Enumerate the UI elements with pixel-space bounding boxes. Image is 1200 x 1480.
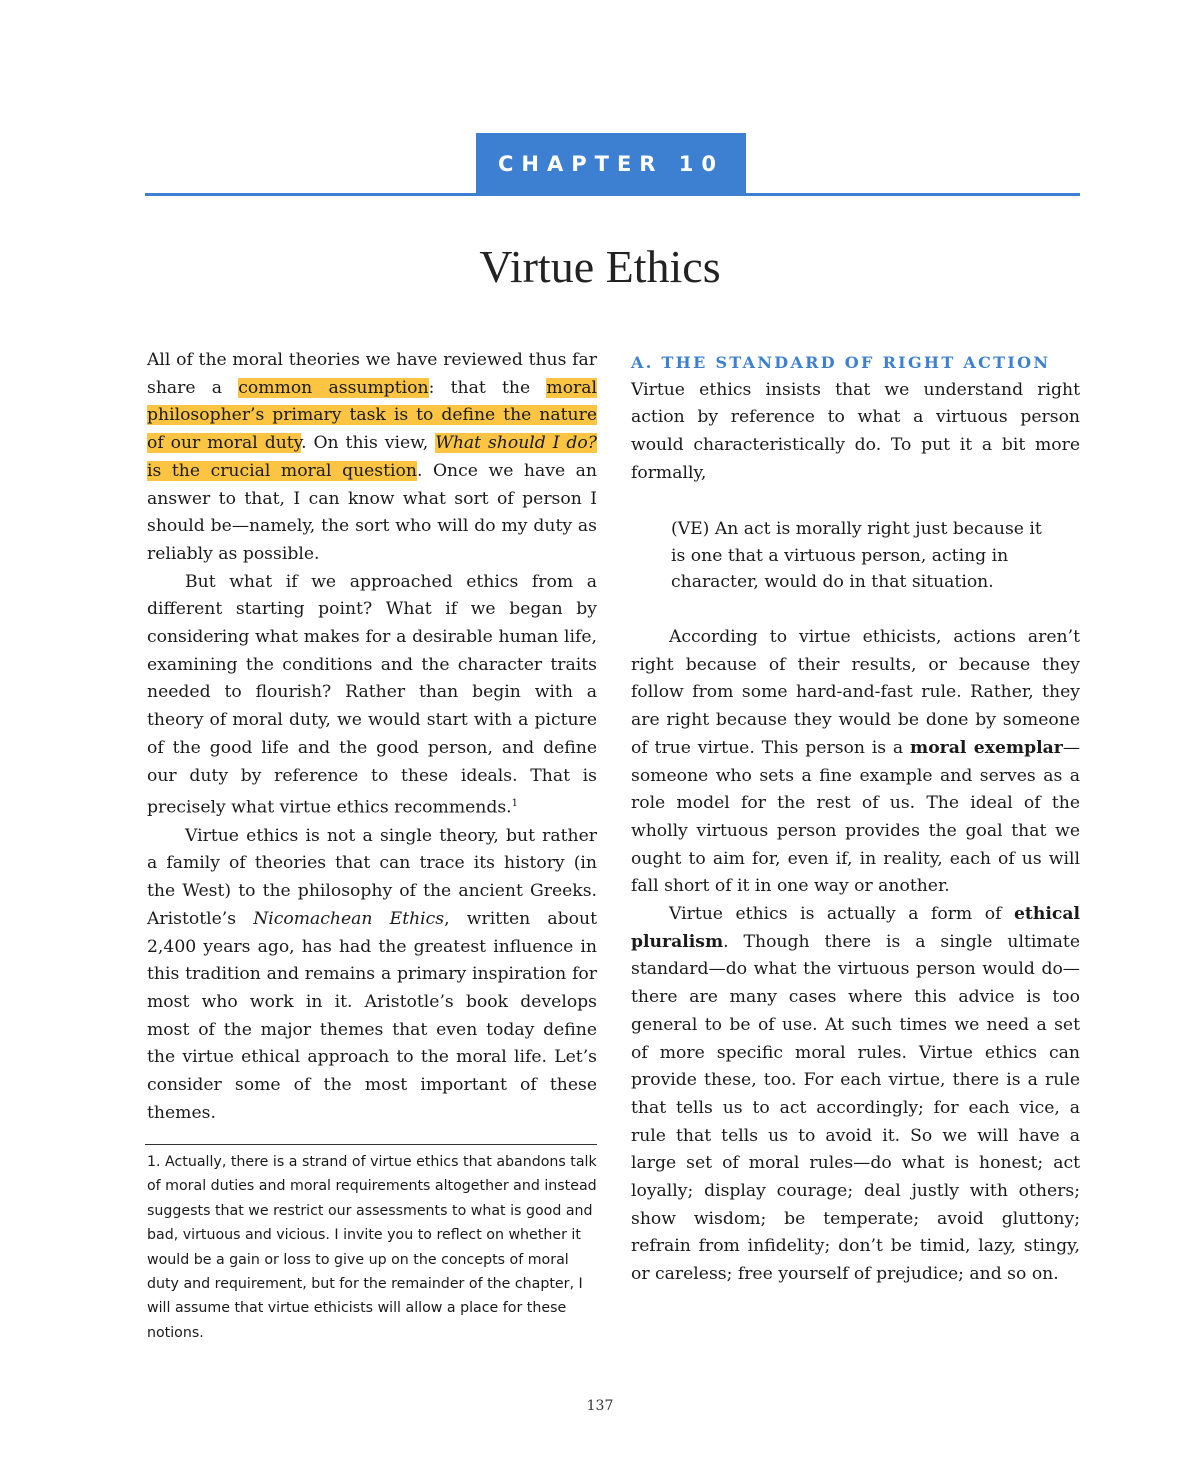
highlight-primary-task: moral philosopher’s primary task is to define the nature of our moral duty <box>147 377 597 454</box>
highlight-crucial-question: What should I do? is the crucial moral question <box>147 433 597 481</box>
paragraph-different-start: But what if we approached ethics from a different starting point? What if we began by considering what makes for a desirable human life, examining the conditions and the character traits needed to flourish? Rather than begin with a theory of moral duty, we would start with a picture of the good life and the good person, and define our duty by reference to these ideals. That is precisely what virtue ethics recommends.$^1$ <box>147 571 597 818</box>
chapter-title: Virtue Ethics <box>479 241 721 292</box>
right-column-continued <box>631 624 1080 1289</box>
highlight-common-assumption: common assumption <box>238 377 429 398</box>
paragraph-standard: Virtue ethics insists that we understand right action by reference to what a virtuous person would characteristically do. To put it a bit more formally, <box>631 379 1080 483</box>
chapter-label: CHAPTER 10 <box>476 133 746 194</box>
page-number: 137 <box>586 1398 614 1414</box>
footnote-divider <box>145 1144 597 1145</box>
footnote-marker: 1 <box>511 798 519 810</box>
paragraph-family-of-theories: Virtue ethics is not a single theory, but rather a family of theories that can trace its history (in the West) to the philosophy of the ancient Greeks. Aristotle’s Nicomachean Ethics, written about 2,400 years ago, has had the greatest influence in this tradition and remains a primary inspiration for most who work in it. Aristotle’s book develops most of the major themes that even today define the virtue ethical approach to the moral life. Let’s consider some of the most important of these themes. <box>147 825 597 1123</box>
left-column <box>147 347 597 1127</box>
paragraph-moral-exemplar: According to virtue ethicists, actions aren’t right because of their results, or because they follow from some hard-and-fast rule. Rather, they are right because they would be done by someone of true virtue. This person is a moral exemplar—someone who sets a fine example and serves as a role model for the rest of us. The ideal of the wholly virtuous person provides the goal that we ought to aim for, even if, in reality, each of us will fall short of it in one way or another. <box>631 627 1080 897</box>
paragraph-intro: All of the moral theories we have reviewed thus far share a common assumption: that the moral philosopher’s primary task is to define the nature of our moral duty. On this view, What should I do? is the crucial moral question. Once we have an answer to that, I can know what sort of person I should be—namely, the sort who will do my duty as reliably as possible. <box>147 350 597 564</box>
paragraph-ethical-pluralism: Virtue ethics is actually a form of ethical pluralism. Though there is a single ultimate standard—do what the virtuous person would do—there are many cases where this advice is too general to be of use. At such times we need a set of more specific moral rules. Virtue ethics can provide these, too. For each virtue, there is a rule that tells us to act accordingly; for each vice, a rule that tells us to avoid it. So we will have a large set of moral rules—do what is honest; act loyally; display courage; deal justly with others; show wisdom; be temperate; avoid gluttony; refrain from infidelity; don’t be timid, lazy, stingy, or careless; free yourself of prejudice; and so on. <box>631 904 1080 1285</box>
block-quote: (VE) An act is morally right just because it is one that a virtuous person, acting in character, would do in that situation. <box>671 519 1042 593</box>
right-column <box>631 349 1080 488</box>
footnote: 1. Actually, there is a strand of virtue ethics that abandons talk of moral duties and moral requirements altogether and instead suggests that we restrict our assessments to what is good and bad, virtuous and vicious. I invite you to reflect on whether it would be a gain or loss to give up on the concepts of moral duty and requirement, but for the remainder of the chapter, I will assume that virtue ethicists will allow a place for these notions. <box>147 1154 597 1341</box>
section-heading: A. THE STANDARD OF RIGHT ACTION <box>631 353 1051 372</box>
